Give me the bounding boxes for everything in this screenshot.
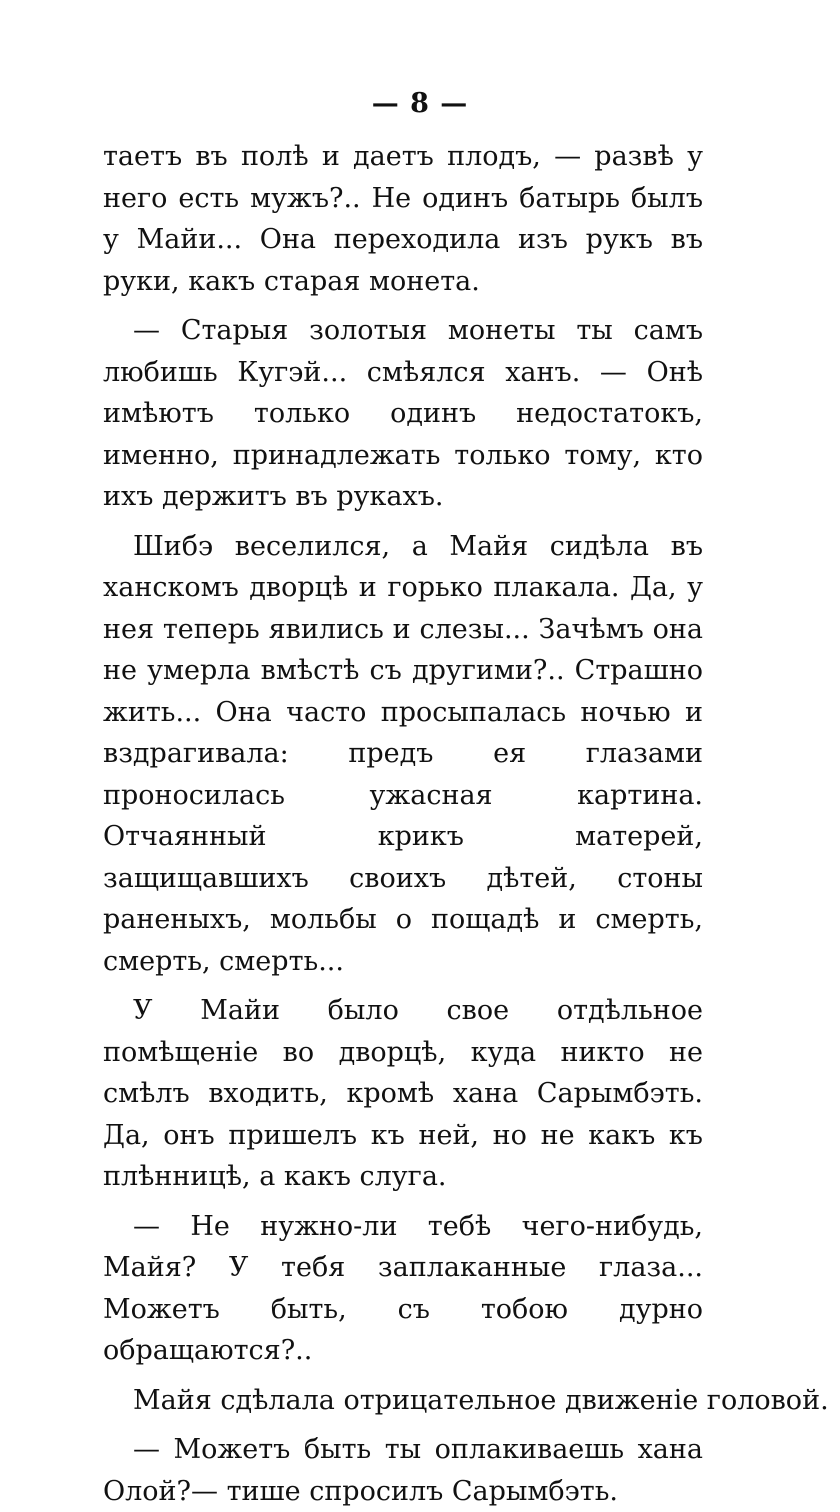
page-number: — 8 — (371, 88, 469, 119)
paragraph-7: — Можетъ быть ты оплакиваешь хана Олой?— тише спросилъ Сарымбэть. (103, 1434, 703, 1507)
paragraph-5: — Не нужно-ли тебѣ чего-нибудь, Майя? У тебя заплаканные глаза... Можетъ быть, съ тобою дурно обращаются?.. (103, 1210, 703, 1366)
page-text (103, 136, 829, 1512)
paragraph-2: — Старыя золотыя монеты ты самъ любишь Кугэй... смѣялся ханъ. — Онѣ имѣютъ только одинъ недостатокъ, именно, принадлежать только тому, кто ихъ держитъ въ рукахъ. (103, 315, 703, 512)
paragraph-1: таетъ въ полѣ и даетъ плодъ, — развѣ у него есть мужъ?.. Не одинъ батырь былъ у Майи... Она переходила изъ рукъ въ руки, какъ старая монета. (103, 141, 703, 297)
paragraph-3: Шибэ веселился, а Майя сидѣла въ ханскомъ дворцѣ и горько плакала. Да, у нея теперь явились и слезы... Зачѣмъ она не умерла вмѣстѣ съ другими?.. Страшно жить... Она часто просыпалась ночью и вздрагивала: предъ ея глазами проносилась ужасная картина. Отчаянный крикъ матерей, защищавшихъ своихъ дѣтей, стоны раненыхъ, мольбы о пощадѣ и смерть, смерть, смерть... (103, 530, 703, 977)
paragraph-4: У Майи было свое отдѣльное помѣщеніе во дворцѣ, куда никто не смѣлъ входить, кромѣ хана Сарымбэть. Да, онъ пришелъ къ ней, но не какъ къ плѣнницѣ, а какъ слуга. (103, 995, 703, 1192)
paragraph-6: Майя сдѣлала отрицательное движеніе головой. (133, 1384, 829, 1416)
